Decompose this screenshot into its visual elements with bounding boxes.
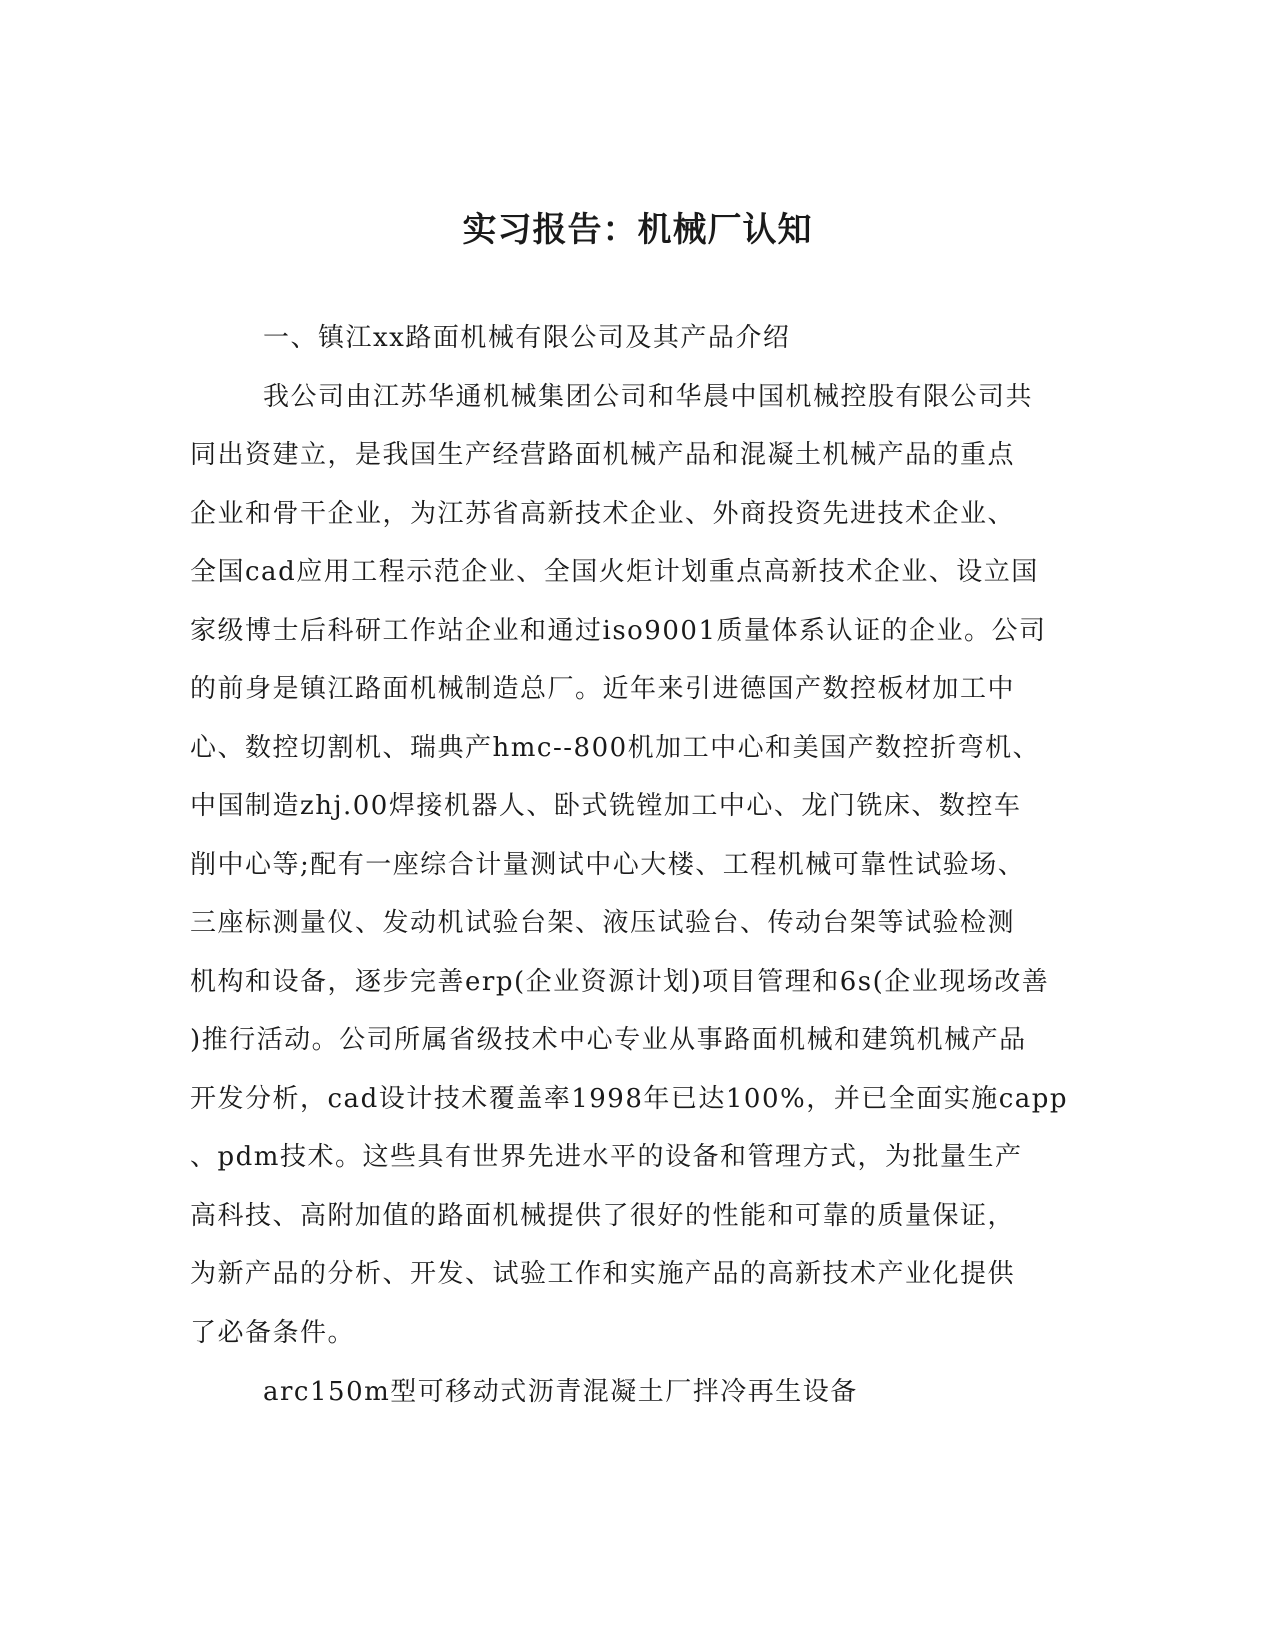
paragraph-line: 、pdm技术。这些具有世界先进水平的设备和管理方式，为批量生产: [190, 1142, 1023, 1172]
paragraph-line: 三座标测量仪、发动机试验台架、液压试验台、传动台架等试验检测: [190, 908, 1016, 938]
product-line: arc150m型可移动式沥青混凝土厂拌冷再生设备: [263, 1377, 858, 1407]
paragraph-line: 中国制造zhj.00焊接机器人、卧式铣镗加工中心、龙门铣床、数控车: [190, 791, 1022, 821]
paragraph-line: 机构和设备，逐步完善erp(企业资源计划)项目管理和6s(企业现场改善: [190, 967, 1050, 997]
paragraph-line: 高科技、高附加值的路面机械提供了很好的性能和可靠的质量保证，: [190, 1201, 1016, 1231]
paragraph-line: 全国cad应用工程示范企业、全国火炬计划重点高新技术企业、设立国: [190, 557, 1039, 587]
paragraph-line: 削中心等;配有一座综合计量测试中心大楼、工程机械可靠性试验场、: [190, 850, 1026, 880]
paragraph-line: 的前身是镇江路面机械制造总厂。近年来引进德国产数控板材加工中: [190, 674, 1016, 704]
paragraph-line: 了必备条件。: [190, 1318, 356, 1348]
paragraph-line: 同出资建立，是我国生产经营路面机械产品和混凝土机械产品的重点: [190, 440, 1016, 470]
paragraph-line: 为新产品的分析、开发、试验工作和实施产品的高新技术产业化提供: [190, 1259, 1016, 1289]
paragraph-line: 开发分析，cad设计技术覆盖率1998年已达100%，并已全面实施capp: [190, 1084, 1069, 1114]
document-title: 实习报告：机械厂认知: [462, 210, 813, 250]
section-heading: 一、镇江xx路面机械有限公司及其产品介绍: [263, 323, 791, 353]
paragraph-line: 心、数控切割机、瑞典产hmc--800机加工中心和美国产数控折弯机、: [190, 733, 1041, 763]
paragraph-line: )推行活动。公司所属省级技术中心专业从事路面机械和建筑机械产品: [190, 1025, 1027, 1055]
paragraph-line: 企业和骨干企业，为江苏省高新技术企业、外商投资先进技术企业、: [190, 499, 1016, 529]
paragraph-line: 我公司由江苏华通机械集团公司和华晨中国机械控股有限公司共: [263, 382, 1034, 412]
paragraph-line: 家级博士后科研工作站企业和通过iso9001质量体系认证的企业。公司: [190, 616, 1047, 646]
